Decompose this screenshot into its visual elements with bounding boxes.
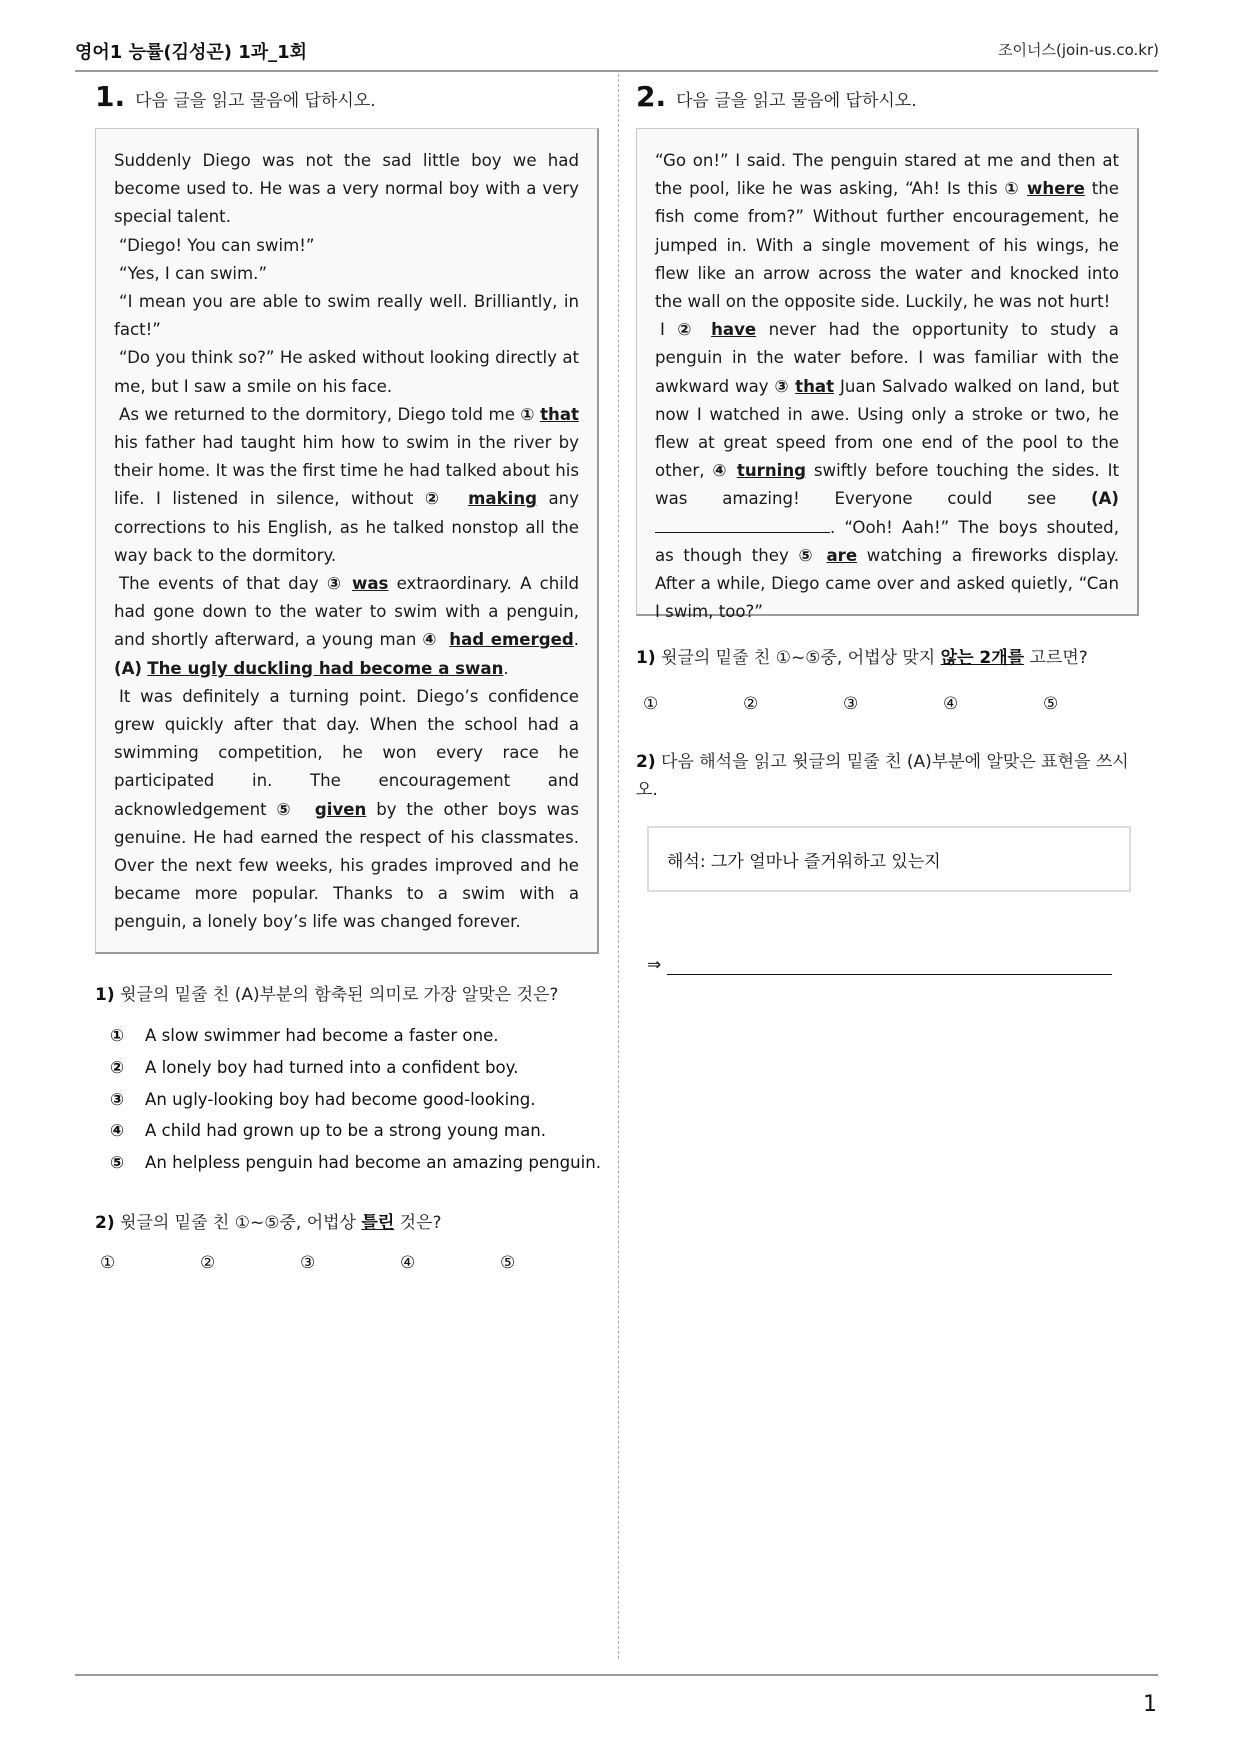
- site-name: 조이너스(join-us.co.kr): [998, 41, 1159, 59]
- option-text: An helpless penguin had become an amazing penguin.: [145, 1153, 602, 1173]
- header-divider: [75, 70, 1158, 72]
- choice-3[interactable]: ③: [300, 1253, 316, 1273]
- passage-paragraph: [655, 316, 1119, 626]
- marker-3: ③: [326, 574, 344, 594]
- question-instruction: 다음 글을 읽고 물음에 답하시오.: [135, 91, 376, 111]
- page-number: 1: [1143, 1692, 1157, 1717]
- marker-1: ①: [1004, 179, 1021, 199]
- option-number: ⑤: [110, 1153, 125, 1173]
- question-instruction: 다음 글을 읽고 물음에 답하시오.: [676, 91, 917, 111]
- marker-3: ③: [774, 376, 790, 396]
- option-2[interactable]: [110, 1052, 601, 1084]
- text-run: the fish come from?” Without further encouragement, he jumped in. With a single movement of his wings, he flew like an arrow across the water and knocked into the wall on the opposite side. Luckily, he was not hurt!: [655, 179, 1119, 312]
- sub-text: 윗글의 밑줄 친 ①~⑤중, 어법상 맞지: [661, 648, 941, 668]
- option-4[interactable]: [110, 1115, 601, 1147]
- blank-a[interactable]: [655, 518, 830, 533]
- footer-divider: [75, 1674, 1158, 1676]
- sub-text: 고르면?: [1024, 648, 1088, 668]
- option-number: ①: [110, 1026, 125, 1045]
- option-number: ③: [110, 1089, 125, 1109]
- label-a: (A): [114, 658, 143, 678]
- text-run: .: [573, 630, 579, 650]
- q1-sub2-prompt: [95, 1208, 442, 1233]
- q2-sub2-prompt: [636, 748, 1136, 804]
- underlined-4: turning: [736, 461, 807, 481]
- question-2-header: [636, 80, 917, 113]
- answer-line[interactable]: [647, 955, 1112, 975]
- underlined-4: had emerged: [449, 630, 574, 650]
- choice-2[interactable]: ②: [200, 1253, 216, 1273]
- translation-text: 해석: 그가 얼마나 즐거워하고 있는지: [667, 851, 941, 872]
- marker-5: ⑤: [276, 799, 296, 819]
- choice-2[interactable]: ②: [743, 694, 759, 714]
- underlined-3: that: [795, 376, 835, 396]
- option-text: A lonely boy had turned into a confident boy.: [145, 1057, 519, 1077]
- sub-number: 1): [636, 648, 656, 668]
- option-text: A slow swimmer had become a faster one.: [145, 1026, 499, 1045]
- option-3[interactable]: [110, 1084, 601, 1116]
- text-run: by the other boys was genuine. He had earned the respect of his classmates. Over the next few weeks, his grades improved and he became more popular. Thanks to a swim with a penguin, a lonely boy’s life was changed forever.: [114, 799, 579, 932]
- passage-paragraph: [114, 401, 579, 570]
- passage-box-2: [636, 128, 1139, 622]
- underlined-1: that: [540, 404, 579, 424]
- text-run: . “Ooh! Aah!” The boys shouted, as though they: [655, 517, 1119, 565]
- choice-4[interactable]: ④: [943, 694, 959, 714]
- option-number: ④: [110, 1121, 125, 1141]
- q1-sub2-choices: [100, 1253, 600, 1273]
- answer-blank[interactable]: [667, 958, 1112, 975]
- choice-5[interactable]: ⑤: [1043, 694, 1059, 714]
- option-number: ②: [110, 1057, 125, 1077]
- sub-text: 다음 해석을 읽고 윗글의 밑줄 친 (A)부분에 알맞은 표현을 쓰시오.: [636, 752, 1129, 800]
- text-run: I: [660, 320, 678, 340]
- choice-1[interactable]: ①: [643, 694, 659, 714]
- text-run: his father had taught him how to swim in the river by their home. It was the first time he had talked about his life. I listened in silence, without: [114, 433, 579, 509]
- translation-box: [647, 826, 1131, 892]
- option-1[interactable]: [110, 1020, 601, 1052]
- choice-3[interactable]: ③: [843, 694, 859, 714]
- sub-text: 윗글의 밑줄 친 ①~⑤중, 어법상: [120, 1213, 362, 1233]
- sub-text: 것은?: [394, 1213, 442, 1233]
- sub-number: 2): [95, 1213, 115, 1233]
- text-run: watching a fireworks display. After a while, Diego came over and asked quietly, “Can I swim, too?”: [655, 545, 1120, 622]
- underlined-5: are: [826, 545, 858, 565]
- question-number: 1.: [95, 80, 126, 113]
- text-run: It was definitely a turning point. Diego’s confidence grew quickly after that day. When the school had a swimming competition, he won every race he participated in. The encouragement and acknowledgement: [114, 686, 579, 819]
- option-text: A child had grown up to be a strong young man.: [145, 1121, 547, 1141]
- text-run: Juan Salvado walked on land, but now I watched in awe. Using only a stroke or two, he flew at great speed from one end of the pool to the other,: [655, 376, 1119, 481]
- q1-sub1-options: [110, 1020, 601, 1179]
- text-run: any corrections to his English, as he talked nonstop all the way back to the dormitory.: [114, 489, 580, 565]
- option-5[interactable]: [110, 1147, 601, 1179]
- passage-paragraph: [655, 147, 1119, 316]
- underlined-3: was: [352, 574, 389, 594]
- marker-4: ④: [422, 630, 438, 650]
- passage-paragraph: “I mean you are able to swim really well. Brilliantly, in fact!”: [114, 292, 579, 340]
- passage-paragraph: Suddenly Diego was not the sad little boy we had become used to. He was a very normal boy with a very special talent.: [114, 151, 579, 227]
- marker-2: ②: [677, 320, 699, 340]
- text-run: never had the opportunity to study a penguin in the water before. I was familiar with the awkward way: [655, 320, 1119, 396]
- underlined-1: where: [1027, 179, 1085, 199]
- column-divider: [618, 74, 619, 1659]
- arrow-icon: ⇒: [647, 955, 662, 975]
- choice-1[interactable]: ①: [100, 1253, 116, 1273]
- passage-box-1: [95, 128, 599, 954]
- option-text: An ugly-looking boy had become good-looking.: [145, 1089, 536, 1109]
- q2-sub1-choices: [643, 694, 1143, 714]
- emphasis: 틀린: [361, 1213, 395, 1233]
- passage-paragraph: “Yes, I can swim.”: [119, 263, 268, 283]
- passage-paragraph: “Do you think so?” He asked without looking directly at me, but I saw a smile on his face.: [114, 348, 579, 396]
- passage-paragraph: “Diego! You can swim!”: [119, 235, 315, 255]
- marker-2: ②: [424, 489, 446, 509]
- question-1-header: [95, 80, 376, 113]
- passage-paragraph: [114, 570, 579, 683]
- choice-5[interactable]: ⑤: [500, 1253, 516, 1273]
- text-run: swiftly before touching the sides. It was amazing! Everyone could see: [655, 461, 1119, 509]
- sub-number: 2): [636, 752, 656, 772]
- q2-sub1-prompt: [636, 643, 1088, 668]
- underlined-2: have: [711, 320, 757, 340]
- marker-1: ①: [520, 404, 535, 424]
- text-run: As we returned to the dormitory, Diego told me: [119, 404, 521, 424]
- marker-4: ④: [712, 461, 730, 481]
- underlined-2: making: [468, 489, 538, 509]
- sub-number: 1): [95, 985, 115, 1005]
- text-run: extraordinary. A child had gone down to the water to swim with a penguin, and shortly afterward, a young man: [114, 574, 579, 650]
- marker-5: ⑤: [798, 545, 817, 565]
- question-number: 2.: [636, 80, 667, 113]
- label-a: (A): [1090, 489, 1119, 509]
- q1-sub1-prompt: [95, 980, 558, 1005]
- text-run: .: [503, 658, 509, 678]
- underlined-a: The ugly duckling had become a swan: [147, 658, 504, 678]
- emphasis: 않는 2개를: [940, 648, 1025, 668]
- underlined-5: given: [314, 799, 367, 819]
- sub-text: 윗글의 밑줄 친 (A)부분의 함축된 의미로 가장 알맞은 것은?: [120, 985, 559, 1005]
- text-run: The events of that day: [119, 574, 327, 594]
- text-run: “Go on!” I said. The penguin stared at me and then at the pool, like he was asking, “Ah! Is this: [655, 151, 1119, 199]
- passage-paragraph: [114, 683, 579, 937]
- choice-4[interactable]: ④: [400, 1253, 416, 1273]
- worksheet-title: 영어1 능률(김성곤) 1과_1회: [75, 42, 308, 63]
